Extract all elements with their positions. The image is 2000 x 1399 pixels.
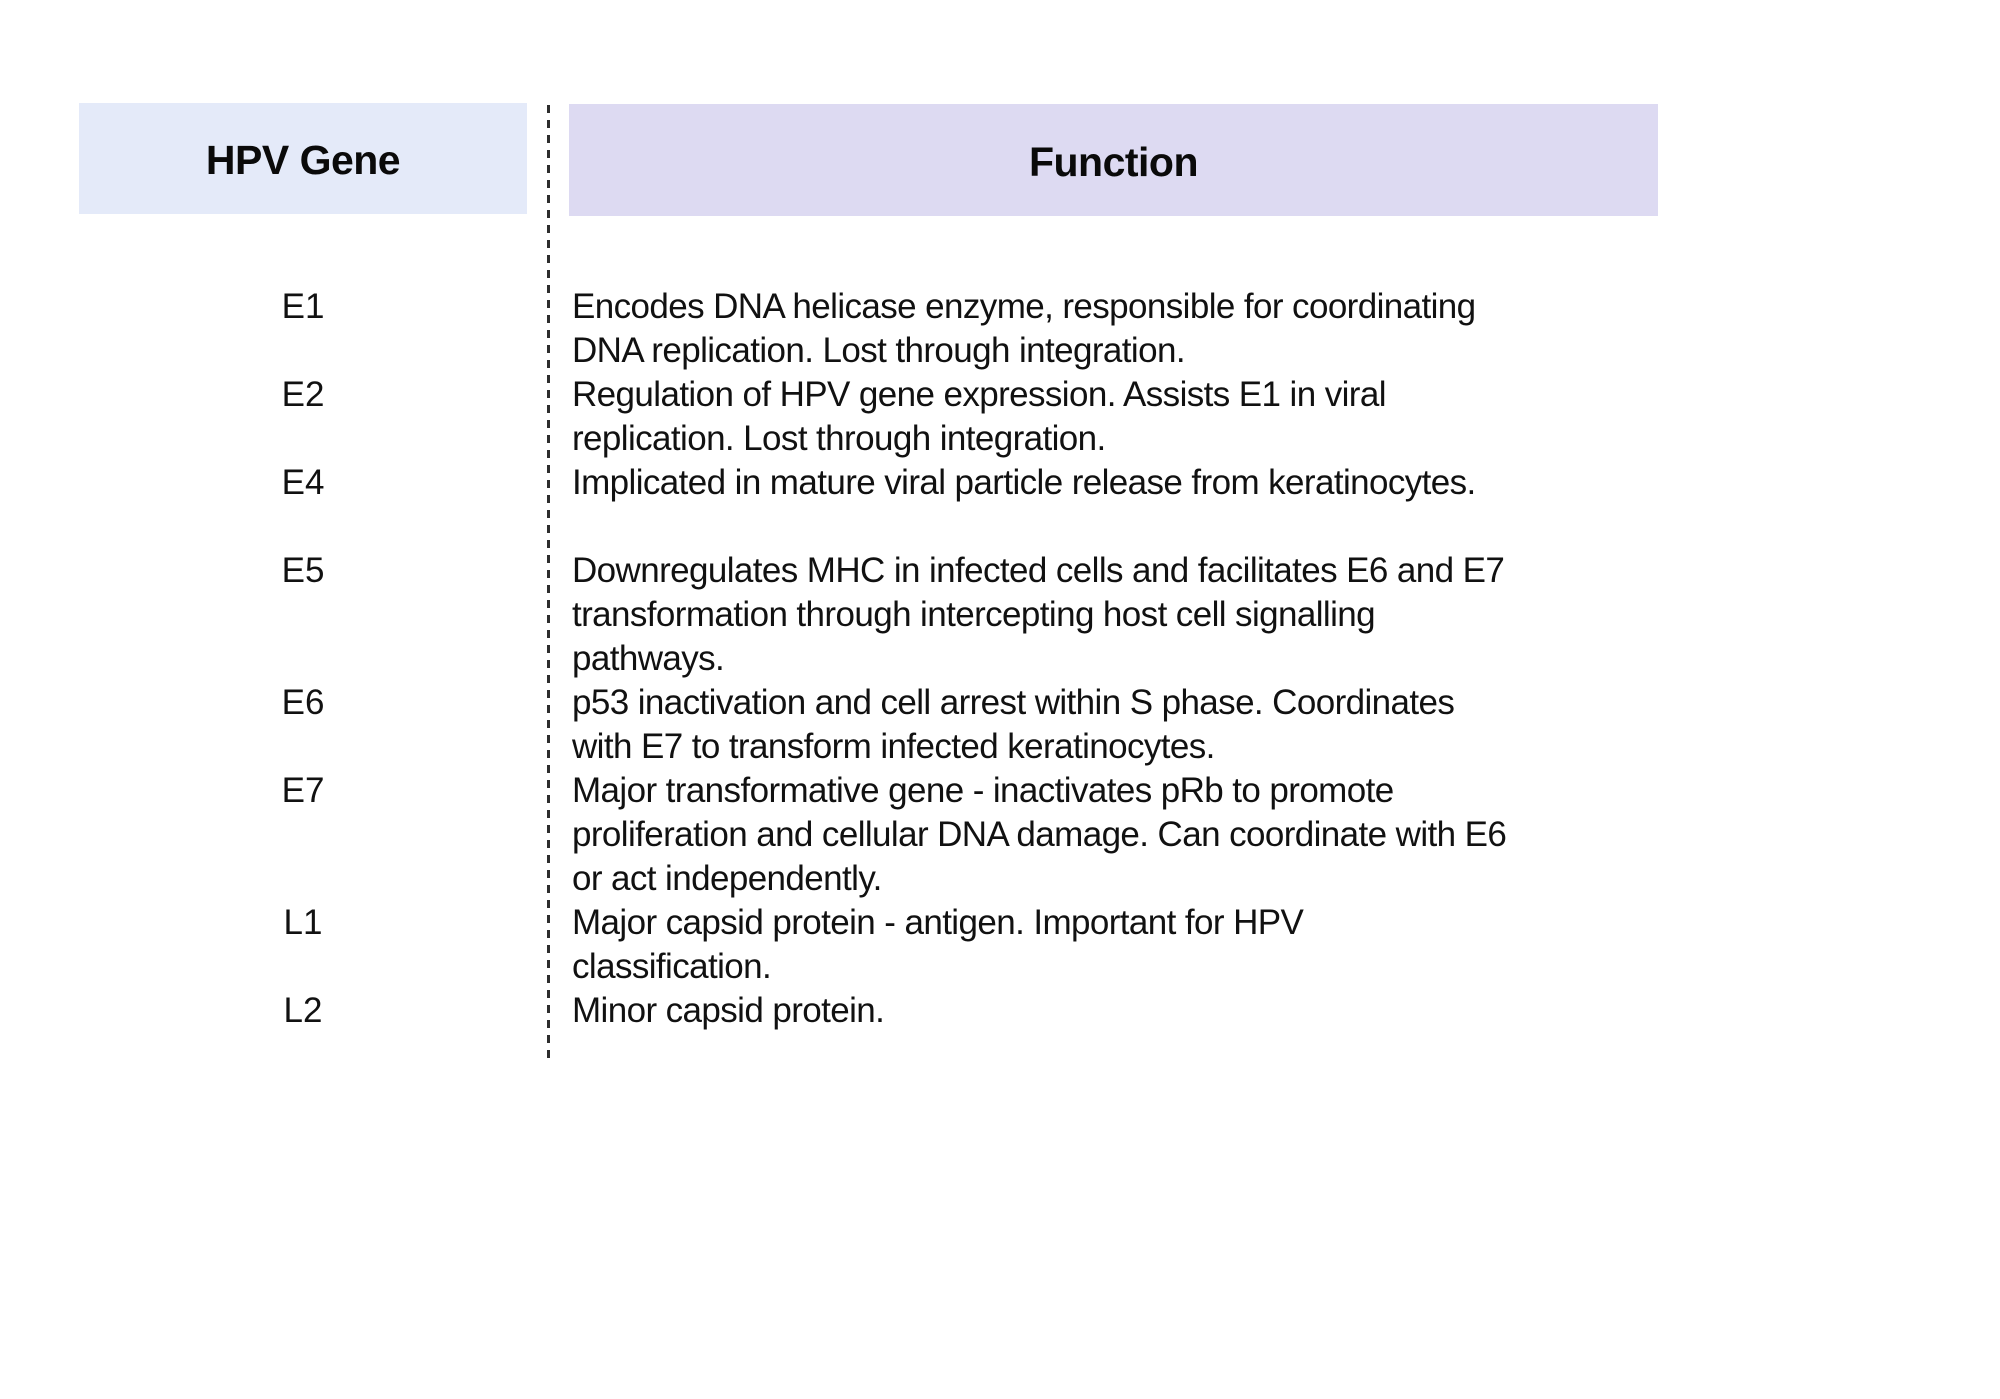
gene-cell: E4 — [281, 463, 325, 502]
function-cell — [572, 769, 1672, 901]
function-line: p53 inactivation and cell arrest within S phase. Coordinates — [572, 683, 1455, 722]
gene-cell: E5 — [281, 551, 325, 590]
function-line: Major capsid protein - antigen. Important for HPV — [572, 903, 1304, 942]
function-line: Regulation of HPV gene expression. Assists E1 in viral — [572, 375, 1386, 414]
function-line: Major transformative gene - inactivates pRb to promote — [572, 771, 1394, 810]
function-line: with E7 to transform infected keratinocytes. — [572, 727, 1215, 766]
gene-column-header — [79, 103, 527, 214]
function-cell — [572, 285, 1672, 373]
function-line: Encodes DNA helicase enzyme, responsible for coordinating — [572, 287, 1476, 326]
gene-column-header-label: HPV Gene — [205, 137, 401, 183]
function-cell — [572, 373, 1672, 461]
function-cell — [572, 901, 1672, 989]
gene-cell: E1 — [281, 287, 325, 326]
function-line: transformation through intercepting host cell signalling — [572, 595, 1375, 634]
function-column-header — [569, 104, 1658, 216]
function-line: Implicated in mature viral particle release from keratinocytes. — [572, 463, 1476, 502]
function-line: proliferation and cellular DNA damage. Can coordinate with E6 — [572, 815, 1507, 854]
function-cell — [572, 461, 1672, 505]
gene-cell: E2 — [281, 375, 325, 414]
function-line: Minor capsid protein. — [572, 991, 885, 1030]
gene-cell: E7 — [281, 771, 325, 810]
function-line: DNA replication. Lost through integration. — [572, 331, 1185, 370]
function-cell — [572, 681, 1672, 769]
function-line: or act independently. — [572, 859, 882, 898]
function-line: Downregulates MHC in infected cells and facilitates E6 and E7 — [572, 551, 1505, 590]
function-column-header-label: Function — [1028, 138, 1199, 185]
gene-cell: L1 — [283, 903, 323, 942]
gene-cell: L2 — [283, 991, 323, 1030]
function-cell — [572, 989, 1672, 1033]
column-divider-dashed — [547, 105, 550, 1058]
function-line: replication. Lost through integration. — [572, 419, 1106, 458]
function-line: classification. — [572, 947, 772, 986]
function-line: pathways. — [572, 639, 725, 678]
function-cell — [572, 549, 1672, 681]
gene-cell: E6 — [281, 683, 325, 722]
